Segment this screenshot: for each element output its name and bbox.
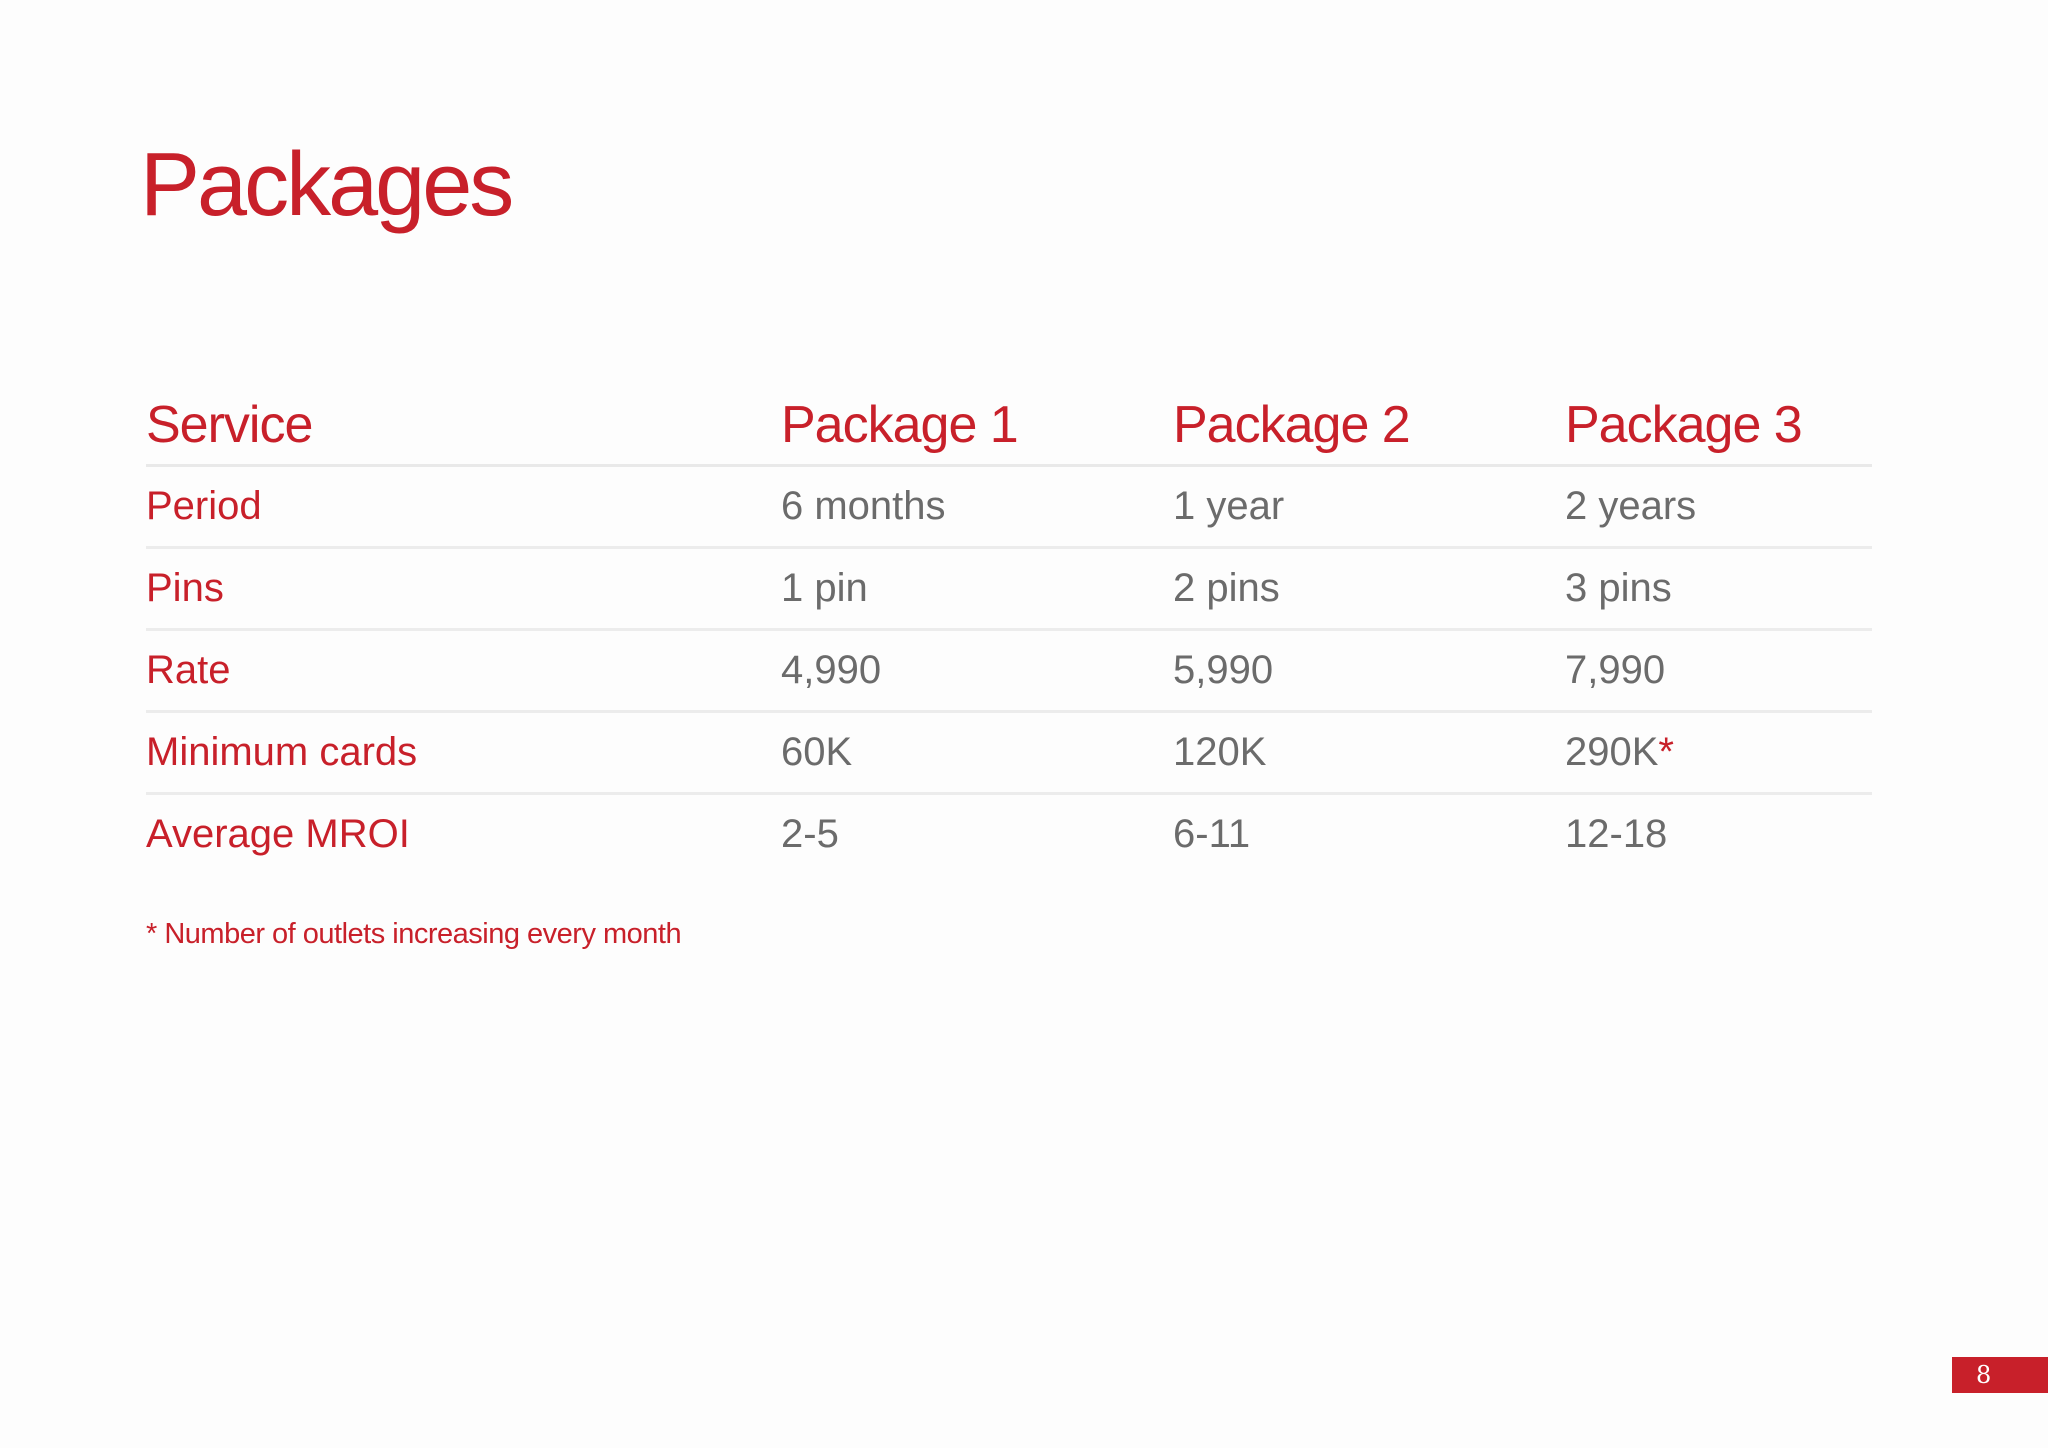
table-cell: 1 year <box>1173 484 1285 528</box>
table-header-row <box>146 386 1872 466</box>
table-cell <box>1565 712 1872 794</box>
footnote: * Number of outlets increasing every month <box>146 918 682 950</box>
table-cell: 2 pins <box>1173 566 1280 610</box>
table-cell: 120K <box>1173 730 1267 774</box>
table-cell: 12-18 <box>1565 812 1668 856</box>
table-cell: 4,990 <box>781 648 882 692</box>
row-label: Pins <box>146 566 224 610</box>
header-package-3: Package 3 <box>1565 396 1802 454</box>
row-label: Period <box>146 484 262 528</box>
table-cell: 7,990 <box>1565 648 1666 692</box>
table-cell: 5,990 <box>1173 648 1274 692</box>
header-service: Service <box>146 396 313 454</box>
table-row-minimum-cards <box>146 712 1872 794</box>
header-package-1: Package 1 <box>781 396 1018 454</box>
footnote-marker: * <box>1658 730 1674 774</box>
page-title: Packages <box>140 135 512 235</box>
table-cell: 6-11 <box>1173 812 1251 856</box>
table-cell: 60K <box>781 730 853 774</box>
table-row-average-mroi <box>146 794 1872 875</box>
table-row-period <box>146 466 1872 548</box>
page-number-badge <box>1952 1357 2048 1393</box>
header-package-2: Package 2 <box>1173 396 1410 454</box>
packages-table <box>146 386 1872 874</box>
table-cell: 6 months <box>781 484 946 528</box>
row-label: Average MROI <box>146 812 410 856</box>
table-row-rate <box>146 630 1872 712</box>
table-cell: 1 pin <box>781 566 868 610</box>
table-cell: 2 years <box>1565 484 1697 528</box>
table-row-pins <box>146 548 1872 630</box>
row-label: Minimum cards <box>146 730 418 774</box>
cell-value: 290K <box>1565 730 1659 774</box>
table-cell: 2-5 <box>781 812 839 856</box>
row-label: Rate <box>146 648 231 692</box>
table-cell: 3 pins <box>1565 566 1672 610</box>
page-number: 8 <box>1976 1361 1992 1389</box>
